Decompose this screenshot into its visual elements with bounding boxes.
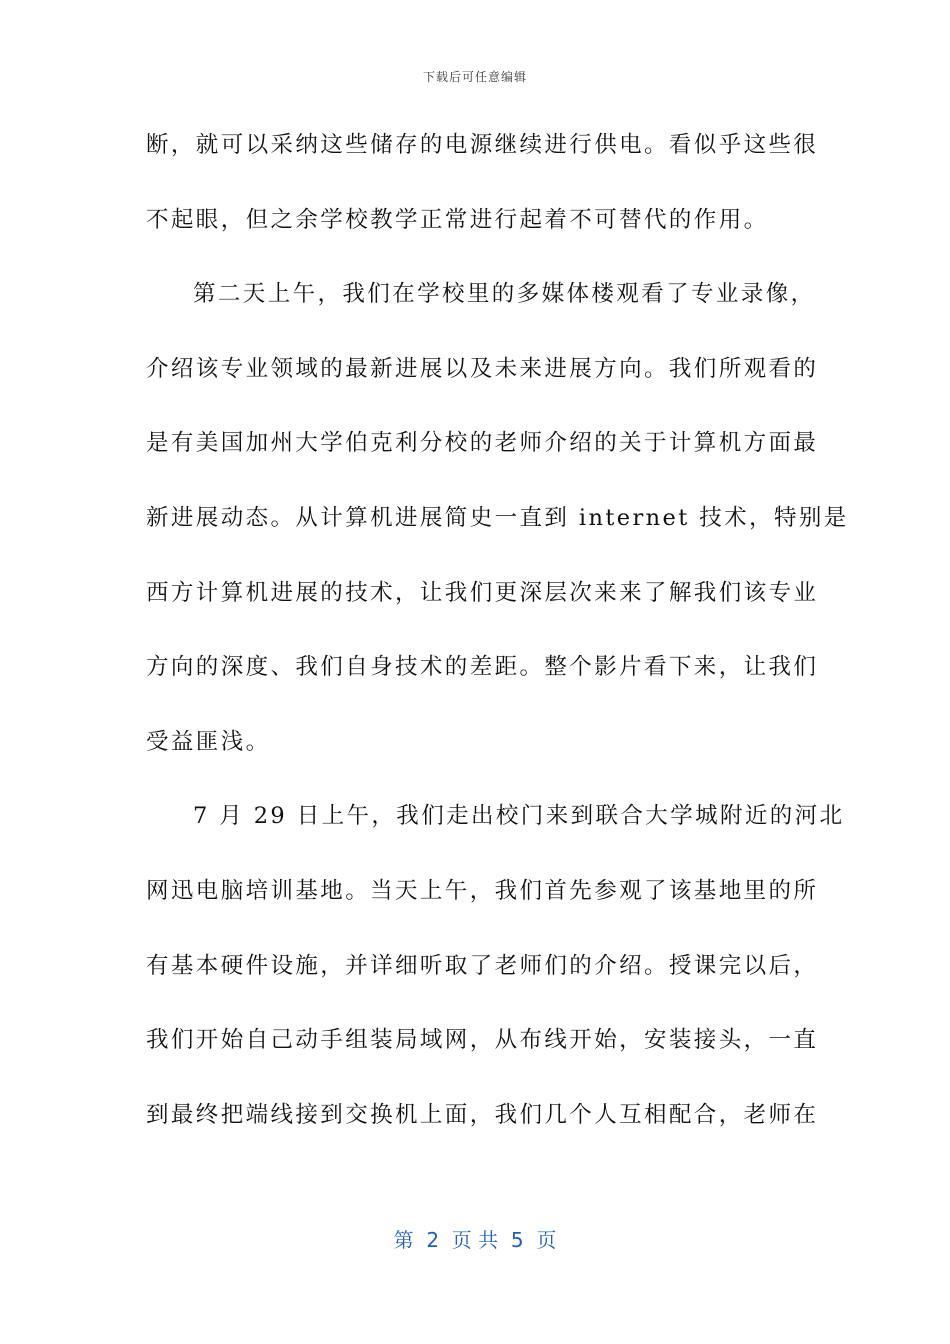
header-note: 下载后可任意编辑	[422, 70, 527, 84]
text-line: 受益匪浅。	[146, 728, 271, 755]
document-body	[146, 112, 849, 1156]
text-line: 有基本硬件设施，并详细听取了老师们的介绍。授课完以后，	[146, 952, 819, 979]
paragraph-start-line: 7 月 29 日上午，我们走出校门来到联合大学城附近的河北	[193, 803, 845, 830]
text-line: 到最终把端线接到交换机上面，我们几个人互相配合，老师在	[146, 1101, 819, 1128]
text-line: 网迅电脑培训基地。当天上午，我们首先参观了该基地里的所	[146, 877, 819, 904]
text-line: 新进展动态。从计算机进展简史一直到 internet 技术，特别是	[146, 504, 849, 531]
page-number-footer: 第 2 页 共 5 页	[393, 1228, 557, 1252]
text-line: 介绍该专业领域的最新进展以及未来进展方向。我们所观看的	[146, 355, 819, 382]
paragraph-start-line: 第二天上午，我们在学校里的多媒体楼观看了专业录像，	[193, 281, 816, 308]
text-line: 方向的深度、我们自身技术的差距。整个影片看下来，让我们	[146, 654, 819, 681]
text-line: 不起眼，但之余学校教学正常进行起着不可替代的作用。	[146, 206, 769, 233]
text-line: 断，就可以采纳这些储存的电源继续进行供电。看似乎这些很	[146, 132, 819, 158]
text-line: 我们开始自己动手组装局域网，从布线开始，安装接头，一直	[146, 1027, 819, 1054]
text-line: 是有美国加州大学伯克利分校的老师介绍的关于计算机方面最	[146, 430, 819, 457]
text-line: 西方计算机进展的技术，让我们更深层次来来了解我们该专业	[146, 579, 819, 606]
